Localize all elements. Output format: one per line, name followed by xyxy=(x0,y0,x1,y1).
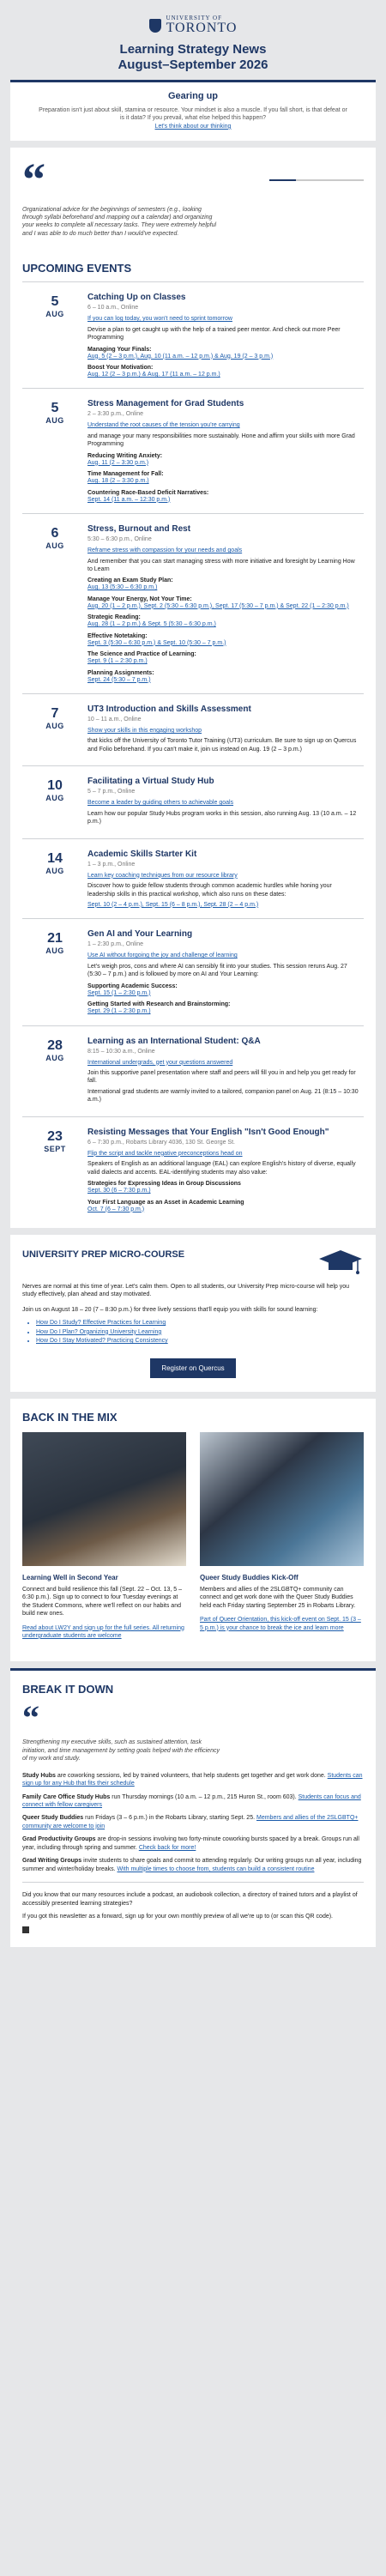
event-sessions-link[interactable]: Sept. 30 (6 – 7:30 p.m.) xyxy=(87,1188,151,1194)
quote-mark-icon: “ xyxy=(22,154,45,206)
event-link[interactable]: Use AI without forgoing the joy and challenge of learning xyxy=(87,952,238,959)
qr-code-icon[interactable] xyxy=(22,1926,29,1933)
event-date: 21 AUG xyxy=(45,931,64,956)
event-sessions-link[interactable]: Sept. 3 (5:30 – 6:30 p.m.) & Sept. 10 (5:30 – 7 p.m.) xyxy=(87,639,226,646)
footer-resources xyxy=(22,1882,364,1933)
event-date: 7 AUG xyxy=(45,706,64,730)
event-sessions-link[interactable]: Aug. 11 (2 – 3:30 p.m.) xyxy=(87,459,149,466)
event-item: 10 AUG Facilitating a Virtual Study Hub 5 – 7 p.m., Online Become a leader by guiding others to achievable goals Learn how our popular Study Hubs program works in this session, also running Aug. 13 (10 a.m. – 12 p.m.) xyxy=(22,765,364,838)
back-in-the-mix-section xyxy=(10,1399,376,1662)
break-item: Grad Productivity Groups are drop-in sessions involving two forty-minute coworking bursts spaced by a break. Groups run all year, including through spring and summer. Check back for more! xyxy=(22,1836,359,1851)
micro-course-item[interactable]: • How Do I Study? Effective Practices for Learning xyxy=(36,1319,364,1328)
newsletter-header xyxy=(0,0,386,80)
event-sessions-link[interactable]: Aug. 5 (2 – 3 p.m.), Aug. 10 (11 a.m. – 12 p.m.) & Aug. 19 (2 – 3 p.m.) xyxy=(87,353,274,360)
event-date: 28 AUG xyxy=(45,1037,64,1062)
mix-card-link[interactable]: Read about LW2Y and sign up for the full series. All returning undergraduate students are welcome xyxy=(22,1624,184,1639)
logo-small-text: UNIVERSITY OF xyxy=(166,15,222,21)
event-date: 14 AUG xyxy=(45,850,64,875)
gearing-body: Preparation isn't just about skill, stamina or resource. Your mindset is also a muscle. If you fall short, is that defeat or is it data? If you prevail, what else helped this happen? xyxy=(39,107,347,122)
break-item: Grad Writing Groups invite students to share goals and commit to attending regularly. Our writing groups run all year, including summer and winter/holiday breaks. With multiple times to choose from, students can build a consistent routine xyxy=(22,1858,362,1872)
event-title: Resisting Messages that Your English "Isn't Good Enough" xyxy=(87,1127,329,1137)
micro-course-p1: Nerves are normal at this time of year. Let's calm them. Open to all students, our University Prep micro-course will help you study effectively, plan ahead and stay motivated. xyxy=(22,1283,350,1298)
event-sessions-link[interactable]: Aug. 28 (1 – 2 p.m.) & Sept. 5 (5:30 – 6:30 p.m.) xyxy=(87,621,216,628)
event-title: Gen AI and Your Learning xyxy=(87,929,193,940)
event-sessions-link[interactable]: Sept. 14 (11 a.m. – 12:30 p.m.) xyxy=(87,496,171,503)
gearing-title: Gearing up xyxy=(167,91,219,101)
event-sessions-link[interactable]: Oct. 7 (6 – 7:30 p.m.) xyxy=(87,1206,145,1212)
event-title: Catching Up on Classes xyxy=(87,293,186,303)
resources-text: Did you know that our many resources include a podcast, an audiobook collection, a directory of trained tutors and a playlist of accessibly presented learning strategies? xyxy=(22,1892,358,1907)
event-date: 23 SEPT xyxy=(44,1128,66,1153)
event-sessions-link[interactable]: Aug. 12 (2 – 3 p.m.) & Aug. 17 (11 a.m. – 12 p.m.) xyxy=(87,372,220,378)
mix-card-title: Learning Well in Second Year xyxy=(22,1573,118,1581)
testimonial-text: Organizational advice for the beginnings of semesters (e.g., looking through syllabi beforehand and mapping out a calendar) and organizing your weeks to complete all necessary tasks. They were extremely helpful and I was able to do much better than I would've expected. xyxy=(22,206,217,237)
break-item: Study Hubs are coworking sessions, led by trained volunteers, that help students get together and get work done. Students can sign up for any Hub that fits their schedule xyxy=(22,1772,363,1787)
event-link[interactable]: Become a leader by guiding others to achievable goals xyxy=(87,800,234,807)
upcoming-events-title: UPCOMING EVENTS xyxy=(22,262,132,275)
event-link[interactable]: Learn key coaching techniques from our resource library xyxy=(87,872,238,879)
break-it-down-section xyxy=(10,1668,376,1947)
event-link[interactable]: Show your skills in this engaging workshop xyxy=(87,728,202,734)
event-item: 14 AUG Academic Skills Starter Kit 1 – 3 p.m., Online Learn key coaching techniques from our resource library Discover how to guide fellow students through common academic hurdles while honing your leadership skills in this practical workshop, which also runs on these dates: Sept. 10 (2 – 4 p.m.), Sept. 15 (6 – 8 p.m.), Sept. 28 (2 – 4 p.m.) xyxy=(22,838,364,919)
event-date: 10 AUG xyxy=(45,778,64,803)
event-sessions-link[interactable]: Sept. 24 (5:30 – 7 p.m.) xyxy=(87,676,151,683)
students-group-photo xyxy=(200,1432,364,1566)
crest-icon xyxy=(149,19,161,33)
event-link[interactable]: Understand the root causes of the tension you're carrying xyxy=(87,422,240,429)
mix-card: Learning Well in Second Year Connect and build resilience this fall (Sept. 22 – Oct. 13, 5 – 6:30 p.m.). Sign up to connect to four Tuesday evenings at the Student Commons, where we'll reflect on our habits and build new ones. Read about LW2Y and sign up for the full series. All returning undergraduate students are welcome xyxy=(22,1432,186,1647)
event-sessions-link[interactable]: Sept. 15 (1 – 2:30 p.m.) xyxy=(87,989,151,996)
micro-course-title: UNIVERSITY PREP MICRO-COURSE xyxy=(22,1249,185,1260)
event-title: Academic Skills Starter Kit xyxy=(87,849,197,859)
quote-mark-icon: “ xyxy=(22,1698,39,1738)
event-sessions-link[interactable]: Aug. 20 (1 – 2 p.m.), Sept. 2 (5:30 – 6:30 p.m.), Sept. 17 (5:30 – 7 p.m.) & Sept. 22 (1 – 2:30 p.m.) xyxy=(87,602,349,609)
event-sessions-link[interactable]: Aug. 18 (2 – 3:30 p.m.) xyxy=(87,478,149,485)
mix-title: BACK IN THE MIX xyxy=(22,1410,118,1424)
event-date: 5 AUG xyxy=(45,401,64,426)
event-title: Learning as an International Student: Q&A xyxy=(87,1036,261,1046)
carousel-progress-fill xyxy=(269,179,296,181)
break-item: Queer Study Buddies run Fridays (3 – 6 p.m.) in the Robarts Library, starting Sept. 25. Members and allies of the 2SLGBTQ+ community are welcome to join xyxy=(22,1815,359,1829)
event-sessions-link[interactable]: Aug. 13 (5:30 – 6:30 p.m.) xyxy=(87,584,158,591)
micro-course-item[interactable]: • How Do I Plan? Organizing University Learning xyxy=(36,1328,364,1338)
students-studying-photo xyxy=(22,1432,186,1566)
mix-card-title: Queer Study Buddies Kick-Off xyxy=(200,1573,299,1581)
event-item: 28 AUG Learning as an International Student: Q&A 8:15 – 10:30 a.m., Online International undergrads, get your questions answered Join this supportive panel presentation where staff and peers will fill you in and help you get ready for fall. International grad students are warmly invited to a tailored, companion panel on Aug. 21 (8:15 – 10:30 a.m.) xyxy=(22,1025,364,1116)
graduation-cap-icon xyxy=(317,1247,364,1276)
event-item: 23 SEPT Resisting Messages that Your English "Isn't Good Enough" 6 – 7:30 p.m., Robarts Library 4036, 130 St. George St. Flip the script and tackle negative preconceptions head on Speakers of English as an additional language (EAL) can explore English's history of diverse, equally valid dialects and accents. EAL-identifying students may also value: Strategies for Expressing Ideas in Group Discussions Sept. 30 (6 – 7:30 p.m.) Your First Language as an Asset in Academic Learning Oct. 7 (6 – 7:30 p.m.) xyxy=(22,1116,364,1223)
event-title: Stress Management for Grad Students xyxy=(87,399,244,409)
event-item: 7 AUG UT3 Introduction and Skills Assessment 10 – 11 a.m., Online Show your skills in this engaging workshop that kicks off the University of Toronto Tutor Training (UT3) curriculum. Be sure to sign up on Quercus and Folio beforehand. If you can't make it, join us instead on Aug. 19 (2 – 3 p.m.) xyxy=(22,693,364,765)
mix-card: Queer Study Buddies Kick-Off Members and allies of the 2SLGBTQ+ community can connect and get work done with the Queer Study Buddies held each Friday starting September 25 in Robarts Library. Part of Queer Orientation, this kick-off event on Sept. 15 (3 – 5 p.m.) is your chance to break the ice and learn more xyxy=(200,1432,364,1647)
register-button[interactable]: Register on Quercus xyxy=(150,1358,235,1378)
event-title: Facilitating a Virtual Study Hub xyxy=(87,777,214,787)
event-date: 6 AUG xyxy=(45,526,64,551)
event-date: 5 AUG xyxy=(45,294,64,319)
event-item: 6 AUG Stress, Burnout and Rest 5:30 – 6:30 p.m., Online Reframe stress with compassion for your needs and goals And remember that you can start managing stress with more initiative and foresight by Learning How to Learn Creating an Exam Study Plan: Aug. 13 (5:30 – 6:30 p.m.) Manage Your Energy, Not Your Time: Aug. 20 (1 – 2 p.m.), Sept. 2 (5:30 – 6:30 p.m.), Sept. 17 (5:30 – 7 p.m.) & Sept. 22 (1 – 2:30 p.m.) Strategic Reading: Aug. 28 (1 – 2 p.m.) & Sept. 5 (5:30 – 6:30 p.m.) Effective Notetaking: Sept. 3 (5:30 – 6:30 p.m.) & Sept. 10 (5:30 – 7 p.m.) The Science and Practice of Learning: Sept. 9 (1 – 2:30 p.m.) Planning Assignments: Sept. 24 (5:30 – 7 p.m.) xyxy=(22,513,364,693)
event-title: UT3 Introduction and Skills Assessment xyxy=(87,704,251,714)
event-link[interactable]: If you can log today, you won't need to sprint tomorrow xyxy=(87,316,232,323)
upcoming-events-section xyxy=(10,248,376,1228)
event-item: 5 AUG Stress Management for Grad Students 2 – 3:30 p.m., Online Understand the root causes of the tension you're carrying and manage your many responsibilities more sustainably. Hone and affirm your skills with more Grad Programming Reducing Writing Anxiety: Aug. 11 (2 – 3:30 p.m.) Time Management for Fall: Aug. 18 (2 – 3:30 p.m.) Countering Race-Based Deficit Narratives: Sept. 14 (11 a.m. – 12:30 p.m.) xyxy=(22,388,364,513)
event-sessions-link[interactable]: Sept. 29 (1 – 2:30 p.m.) xyxy=(87,1008,151,1015)
event-link[interactable]: Flip the script and tackle negative preconceptions head on xyxy=(87,1150,243,1157)
university-logo[interactable] xyxy=(10,15,376,35)
break-item: Family Care Office Study Hubs run Thursday mornings (10 a.m. – 12 p.m., 215 Huron St., room 603). Students can focus and connect with fellow caregivers xyxy=(22,1793,361,1808)
event-item: 5 AUG Catching Up on Classes 6 – 10 a.m., Online If you can log today, you won't need to sprint tomorrow Devise a plan to get caught up with the help of a trained peer mentor. And check out more Peer Programming Managing Your Finals: Aug. 5 (2 – 3 p.m.), Aug. 10 (11 a.m. – 12 p.m.) & Aug. 19 (2 – 3 p.m.) Boost Your Motivation: Aug. 12 (2 – 3 p.m.) & Aug. 17 (11 a.m. – 12 p.m.) xyxy=(22,281,364,388)
testimonial-section xyxy=(10,148,376,248)
signup-text: If you got this newsletter as a forward, sign up for your own monthly preview of all we're up to (or scan this QR code). xyxy=(22,1913,334,1920)
event-sessions-link[interactable]: Sept. 9 (1 – 2:30 p.m.) xyxy=(87,658,148,665)
event-link[interactable]: International undergrads, get your questions answered xyxy=(87,1059,233,1066)
newsletter-title: Learning Strategy News August–September 2026 xyxy=(118,42,268,72)
break-title: BREAK IT DOWN xyxy=(22,1683,114,1696)
event-link[interactable]: Reframe stress with compassion for your needs and goals xyxy=(87,547,243,554)
micro-course-p2: Join us on August 18 – 20 (7 – 8:30 p.m.) for three lively sessions that'll equip you with skills for sound learning: xyxy=(22,1306,318,1313)
break-intro: Strengthening my executive skills, such as sustained attention, task initiation, and time management by setting goals helped with the efficiency of my work and study. xyxy=(22,1739,220,1763)
logo-big-text: TORONTO xyxy=(166,21,238,35)
event-item: 21 AUG Gen AI and Your Learning 1 – 2:30 p.m., Online Use AI without forgoing the joy and challenge of learning Let's weigh pros, cons and where AI can sensibly fit into your studies. This session reruns Aug. 27 (5:30 – 7 p.m.) and is followed by more on AI and Your Learning: Supporting Academic Success: Sept. 15 (1 – 2:30 p.m.) Getting Started with Research and Brainstorming: Sept. 29 (1 – 2:30 p.m.) xyxy=(22,918,364,1025)
event-sessions-link[interactable]: Sept. 10 (2 – 4 p.m.), Sept. 15 (6 – 8 p.m.), Sept. 28 (2 – 4 p.m.) xyxy=(87,901,259,908)
event-title: Stress, Burnout and Rest xyxy=(87,524,191,535)
gearing-section xyxy=(10,80,376,141)
micro-course-section xyxy=(10,1235,376,1392)
micro-course-list xyxy=(36,1319,364,1346)
gearing-link[interactable]: Let's think about our thinking xyxy=(154,123,232,130)
mix-card-link[interactable]: Part of Queer Orientation, this kick-off event on Sept. 15 (3 – 5 p.m.) is your chance to break the ice and learn more xyxy=(200,1617,361,1631)
carousel-progress-bar[interactable] xyxy=(269,179,364,181)
micro-course-item[interactable]: • How Do I Stay Motivated? Practicing Consistency xyxy=(36,1337,364,1346)
